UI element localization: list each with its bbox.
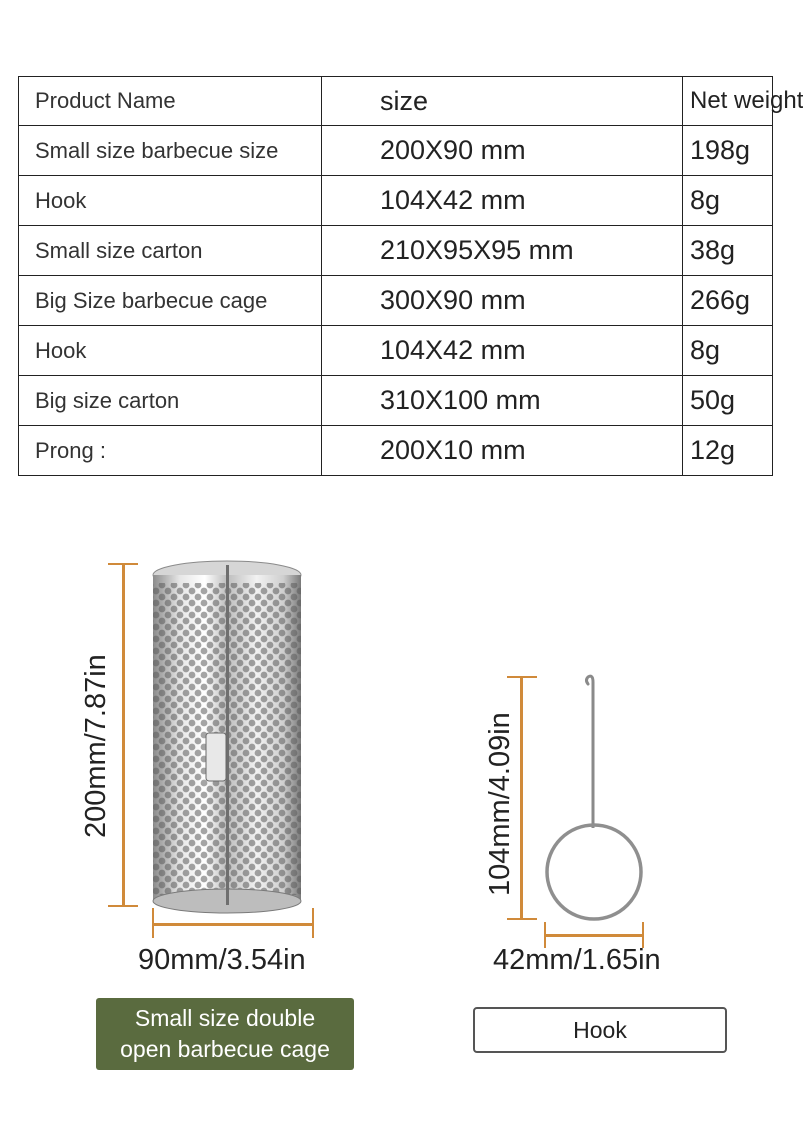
cage-caption-badge	[96, 998, 354, 1070]
size-cell: 210X95X95 mm	[322, 226, 683, 276]
cage-height-bottom-tick	[108, 905, 138, 907]
cage-width-right-tick	[312, 908, 314, 938]
size-cell: 200X90 mm	[322, 126, 683, 176]
spec-table	[18, 76, 803, 476]
cage-height-dimension-line	[122, 563, 125, 907]
table-header-row	[19, 77, 773, 126]
cage-height-label: 200mm/7.87in	[80, 654, 112, 838]
weight-cell: 8g	[683, 176, 773, 226]
table-row	[19, 376, 773, 426]
hook-caption-box	[473, 1007, 727, 1053]
table-row	[19, 226, 773, 276]
hook-height-label: 104mm/4.09in	[484, 712, 516, 896]
size-cell: 104X42 mm	[322, 176, 683, 226]
cage-caption-line-1: Small size double	[134, 1005, 316, 1031]
size-cell: 200X10 mm	[322, 426, 683, 476]
cage-width-dimension-line	[152, 923, 314, 926]
table-row	[19, 176, 773, 226]
product-name-cell: Big Size barbecue cage	[19, 276, 322, 326]
weight-cell: 198g	[683, 126, 773, 176]
size-cell: 310X100 mm	[322, 376, 683, 426]
table-row	[19, 426, 773, 476]
product-name-cell: Big size carton	[19, 376, 322, 426]
weight-cell: 12g	[683, 426, 773, 476]
weight-cell: 266g	[683, 276, 773, 326]
weight-cell: 8g	[683, 326, 773, 376]
size-cell: 104X42 mm	[322, 326, 683, 376]
hook-width-dimension-line	[544, 934, 644, 937]
product-name-cell: Prong :	[19, 426, 322, 476]
product-name-cell: Hook	[19, 176, 322, 226]
hook-height-top-tick	[507, 676, 537, 678]
weight-cell: 50g	[683, 376, 773, 426]
size-cell: 300X90 mm	[322, 276, 683, 326]
cage-width-label: 90mm/3.54in	[138, 944, 306, 976]
hook-caption-label: Hook	[573, 1016, 627, 1043]
hook-width-label: 42mm/1.65in	[493, 944, 661, 976]
product-name-cell: Small size barbecue size	[19, 126, 322, 176]
table-row	[19, 126, 773, 176]
header-size: size	[322, 77, 683, 126]
product-name-cell: Small size carton	[19, 226, 322, 276]
cage-height-top-tick	[108, 563, 138, 565]
table-row	[19, 276, 773, 326]
hook-height-dimension-line	[520, 676, 523, 920]
weight-cell: 38g	[683, 226, 773, 276]
header-product-name: Product Name	[19, 77, 322, 126]
table-row	[19, 326, 773, 376]
hook-height-bottom-tick	[507, 918, 537, 920]
header-net-weight: Net weight	[683, 77, 773, 126]
cage-caption-line-2: open barbecue cage	[120, 1036, 330, 1062]
product-name-cell: Hook	[19, 326, 322, 376]
hook-image	[540, 672, 650, 924]
barbecue-cage-image	[150, 561, 304, 915]
